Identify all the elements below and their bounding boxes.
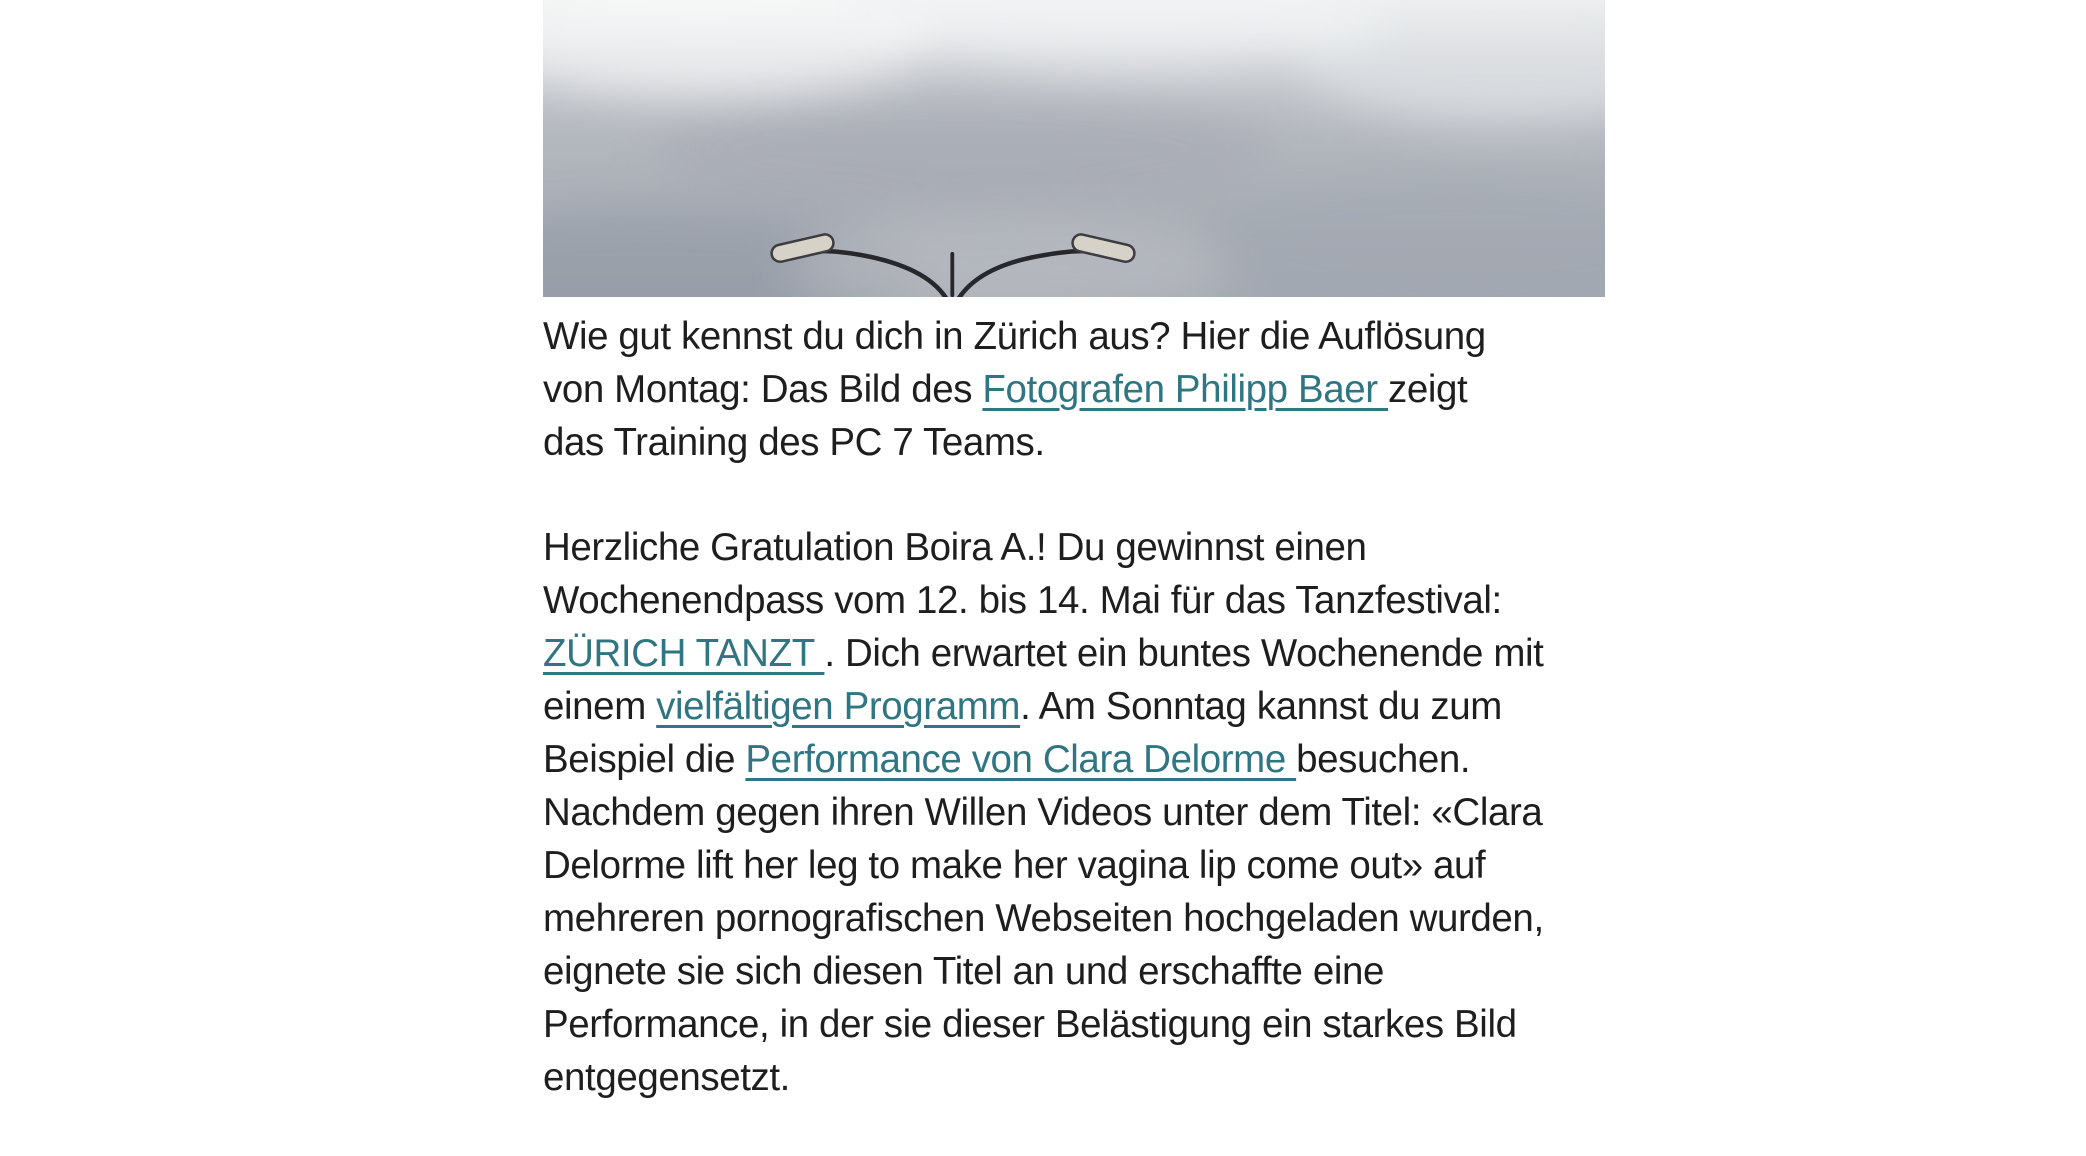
sky-photo-graphic (543, 0, 1605, 297)
text-line (543, 680, 1605, 733)
text-line (543, 416, 1605, 469)
text-run: . Am Sonntag kannst du zum (1020, 685, 1502, 728)
paragraph (543, 310, 1605, 469)
text-line (543, 574, 1605, 627)
text-line (543, 892, 1605, 945)
text-run: Delorme lift her leg to make her vagina lip come out» auf (543, 844, 1486, 887)
text-run: Herzliche Gratulation Boira A.! Du gewinnst einen (543, 526, 1367, 569)
text-line (543, 998, 1605, 1051)
text-run: . Dich erwartet ein buntes Wochenende mit (824, 632, 1544, 675)
text-line (543, 839, 1605, 892)
text-line (543, 1051, 1605, 1104)
lamp-pole (950, 252, 954, 297)
text-run: von Montag: Das Bild des (543, 368, 983, 411)
text-run: zeigt (1388, 368, 1468, 411)
link-vielfaeltiges-programm[interactable]: vielfältigen Programm (656, 685, 1021, 728)
article-text (543, 310, 1605, 1104)
link-performance-von-clara-delorme[interactable]: Performance von Clara Delorme (745, 738, 1297, 781)
text-run: Beispiel die (543, 738, 746, 781)
link-fotografen-philipp-baer[interactable]: Fotografen Philipp Baer (982, 368, 1388, 411)
text-line (543, 733, 1605, 786)
text-run: einem (543, 685, 657, 728)
text-run: Nachdem gegen ihren Willen Videos unter dem Titel: «Clara (543, 791, 1543, 834)
text-line (543, 521, 1605, 574)
text-line (543, 786, 1605, 839)
street-lamps-sky-photo (543, 0, 1605, 297)
text-line (543, 363, 1605, 416)
text-run: entgegensetzt. (543, 1056, 790, 1099)
text-run: Performance, in der sie dieser Belästigung ein starkes Bild (543, 1003, 1517, 1046)
text-run: mehreren pornografischen Webseiten hochgeladen wurden, (543, 897, 1544, 940)
text-run: eignete sie sich diesen Titel an und erschaffte eine (543, 950, 1385, 993)
text-run: besuchen. (1296, 738, 1471, 781)
text-line (543, 945, 1605, 998)
text-run: das Training des PC 7 Teams. (543, 421, 1045, 464)
text-line (543, 627, 1605, 680)
text-line (543, 310, 1605, 363)
text-run: Wochenendpass vom 12. bis 14. Mai für das Tanzfestival: (543, 579, 1502, 622)
email-content (543, 0, 1605, 1156)
link-zuerich-tanzt[interactable]: ZÜRICH TANZT (543, 632, 825, 675)
paragraph (543, 521, 1605, 1104)
text-run: Wie gut kennst du dich in Zürich aus? Hier die Auflösung (543, 315, 1486, 358)
